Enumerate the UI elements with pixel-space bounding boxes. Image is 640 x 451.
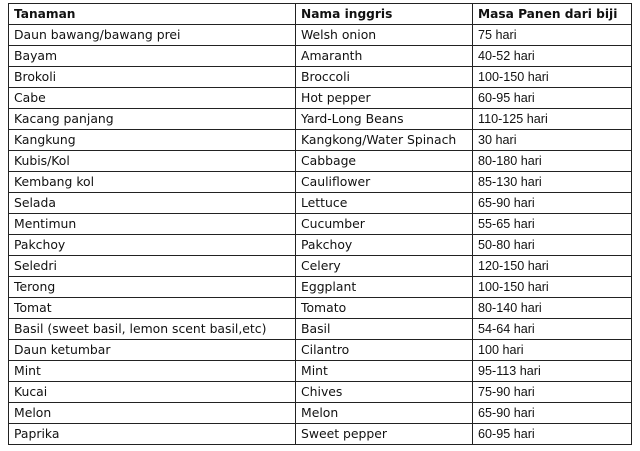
cell-panen: 65-90 hari: [473, 193, 632, 214]
cell-tanaman: Daun ketumbar: [9, 340, 296, 361]
cell-tanaman: Paprika: [9, 424, 296, 445]
cell-tanaman: Melon: [9, 403, 296, 424]
cell-inggris: Basil: [296, 319, 473, 340]
cell-panen: 30 hari: [473, 130, 632, 151]
cell-inggris: Broccoli: [296, 67, 473, 88]
cell-inggris: Tomato: [296, 298, 473, 319]
cell-tanaman: Brokoli: [9, 67, 296, 88]
table-row: [9, 298, 632, 319]
table-row: [9, 88, 632, 109]
table-row: [9, 403, 632, 424]
cell-inggris: Yard-Long Beans: [296, 109, 473, 130]
cell-panen: 100-150 hari: [473, 277, 632, 298]
cell-panen: 80-140 hari: [473, 298, 632, 319]
cell-panen: 110-125 hari: [473, 109, 632, 130]
cell-inggris: Melon: [296, 403, 473, 424]
cell-tanaman: Selada: [9, 193, 296, 214]
table-row: [9, 67, 632, 88]
table-row: [9, 193, 632, 214]
cell-inggris: Chives: [296, 382, 473, 403]
cell-tanaman: Kembang kol: [9, 172, 296, 193]
table-row: [9, 151, 632, 172]
cell-tanaman: Kangkung: [9, 130, 296, 151]
cell-tanaman: Kacang panjang: [9, 109, 296, 130]
cell-inggris: Cauliflower: [296, 172, 473, 193]
header-masa-panen: Masa Panen dari biji: [473, 4, 632, 25]
table-row: [9, 130, 632, 151]
cell-tanaman: Terong: [9, 277, 296, 298]
table-row: [9, 277, 632, 298]
cell-panen: 95-113 hari: [473, 361, 632, 382]
cell-inggris: Mint: [296, 361, 473, 382]
cell-panen: 100 hari: [473, 340, 632, 361]
cell-tanaman: Seledri: [9, 256, 296, 277]
cell-panen: 55-65 hari: [473, 214, 632, 235]
cell-inggris: Amaranth: [296, 46, 473, 67]
cell-panen: 50-80 hari: [473, 235, 632, 256]
table-row: [9, 214, 632, 235]
table-row: [9, 235, 632, 256]
cell-tanaman: Basil (sweet basil, lemon scent basil,etc): [9, 319, 296, 340]
table-row: [9, 109, 632, 130]
cell-inggris: Cabbage: [296, 151, 473, 172]
table-row: [9, 256, 632, 277]
cell-panen: 60-95 hari: [473, 424, 632, 445]
cell-tanaman: Kubis/Kol: [9, 151, 296, 172]
cell-panen: 80-180 hari: [473, 151, 632, 172]
cell-panen: 75-90 hari: [473, 382, 632, 403]
cell-inggris: Cilantro: [296, 340, 473, 361]
header-row: [9, 4, 632, 25]
cell-tanaman: Kucai: [9, 382, 296, 403]
cell-inggris: Welsh onion: [296, 25, 473, 46]
cell-panen: 40-52 hari: [473, 46, 632, 67]
table-row: [9, 340, 632, 361]
cell-inggris: Celery: [296, 256, 473, 277]
harvest-table: [8, 3, 632, 445]
header-nama-inggris: Nama inggris: [296, 4, 473, 25]
cell-inggris: Lettuce: [296, 193, 473, 214]
cell-tanaman: Mint: [9, 361, 296, 382]
cell-tanaman: Bayam: [9, 46, 296, 67]
cell-inggris: Sweet pepper: [296, 424, 473, 445]
table-row: [9, 319, 632, 340]
cell-panen: 85-130 hari: [473, 172, 632, 193]
cell-inggris: Kangkong/Water Spinach: [296, 130, 473, 151]
cell-inggris: Hot pepper: [296, 88, 473, 109]
cell-panen: 120-150 hari: [473, 256, 632, 277]
cell-panen: 54-64 hari: [473, 319, 632, 340]
table-row: [9, 172, 632, 193]
cell-tanaman: Cabe: [9, 88, 296, 109]
cell-tanaman: Pakchoy: [9, 235, 296, 256]
table-row: [9, 361, 632, 382]
cell-panen: 75 hari: [473, 25, 632, 46]
table-row: [9, 25, 632, 46]
cell-panen: 100-150 hari: [473, 67, 632, 88]
cell-inggris: Eggplant: [296, 277, 473, 298]
cell-tanaman: Daun bawang/bawang prei: [9, 25, 296, 46]
table-row: [9, 382, 632, 403]
cell-inggris: Pakchoy: [296, 235, 473, 256]
cell-panen: 60-95 hari: [473, 88, 632, 109]
cell-inggris: Cucumber: [296, 214, 473, 235]
header-tanaman: Tanaman: [9, 4, 296, 25]
table-row: [9, 46, 632, 67]
cell-tanaman: Mentimun: [9, 214, 296, 235]
table-row: [9, 424, 632, 445]
cell-tanaman: Tomat: [9, 298, 296, 319]
cell-panen: 65-90 hari: [473, 403, 632, 424]
